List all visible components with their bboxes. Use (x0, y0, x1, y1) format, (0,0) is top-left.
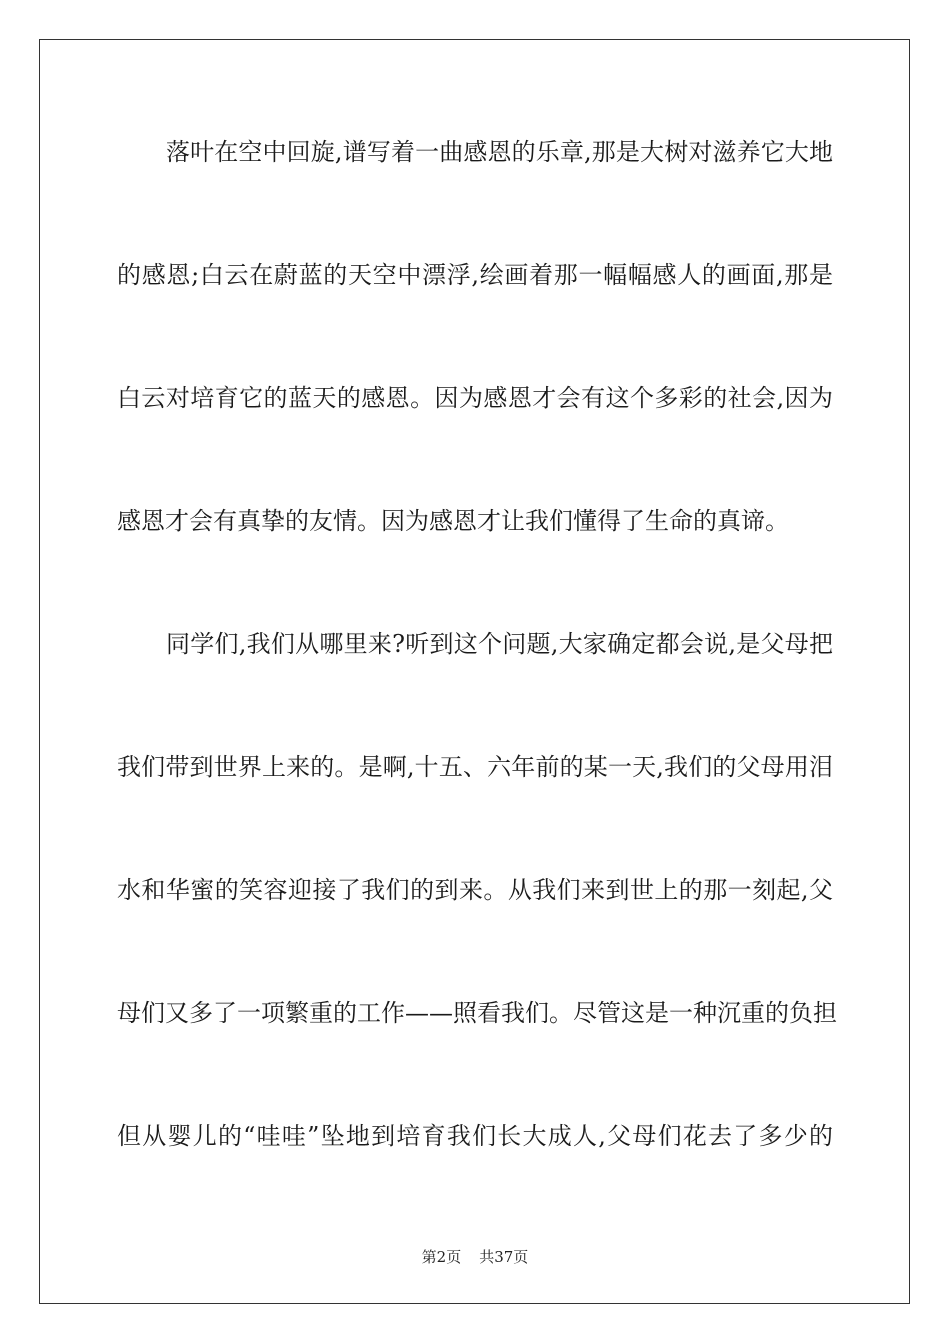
page-number: 第2页 (421, 1248, 462, 1266)
paragraph-1-line-4: 感恩才会有真挚的友情。因为感恩才让我们懂得了生命的真谛。 (117, 507, 789, 535)
paragraph-2-line-1: 同学们,我们从哪里来?听到这个问题,大家确定都会说,是父母把 (166, 630, 833, 658)
total-pages: 共37页 (479, 1248, 529, 1266)
paragraph-2-line-4: 母们又多了一项繁重的工作——照看我们。尽管这是一种沉重的负担 (117, 999, 837, 1027)
paragraph-1-line-3: 白云对培育它的蓝天的感恩。因为感恩才会有这个多彩的社会,因为 (117, 384, 833, 412)
paragraph-2-line-5: 但从婴儿的“哇哇”坠地到培育我们长大成人,父母们花去了多少的 (117, 1122, 833, 1150)
paragraph-1-line-1: 落叶在空中回旋,谱写着一曲感恩的乐章,那是大树对滋养它大地 (166, 138, 833, 166)
paragraph-2-line-3: 水和华蜜的笑容迎接了我们的到来。从我们来到世上的那一刻起,父 (117, 876, 833, 904)
paragraph-2-line-2: 我们带到世界上来的。是啊,十五、六年前的某一天,我们的父母用泪 (117, 753, 833, 781)
page-footer (0, 1247, 950, 1267)
paragraph-1-line-2: 的感恩;白云在蔚蓝的天空中漂浮,绘画着那一幅幅感人的画面,那是 (117, 261, 833, 289)
page-border (39, 39, 910, 1304)
